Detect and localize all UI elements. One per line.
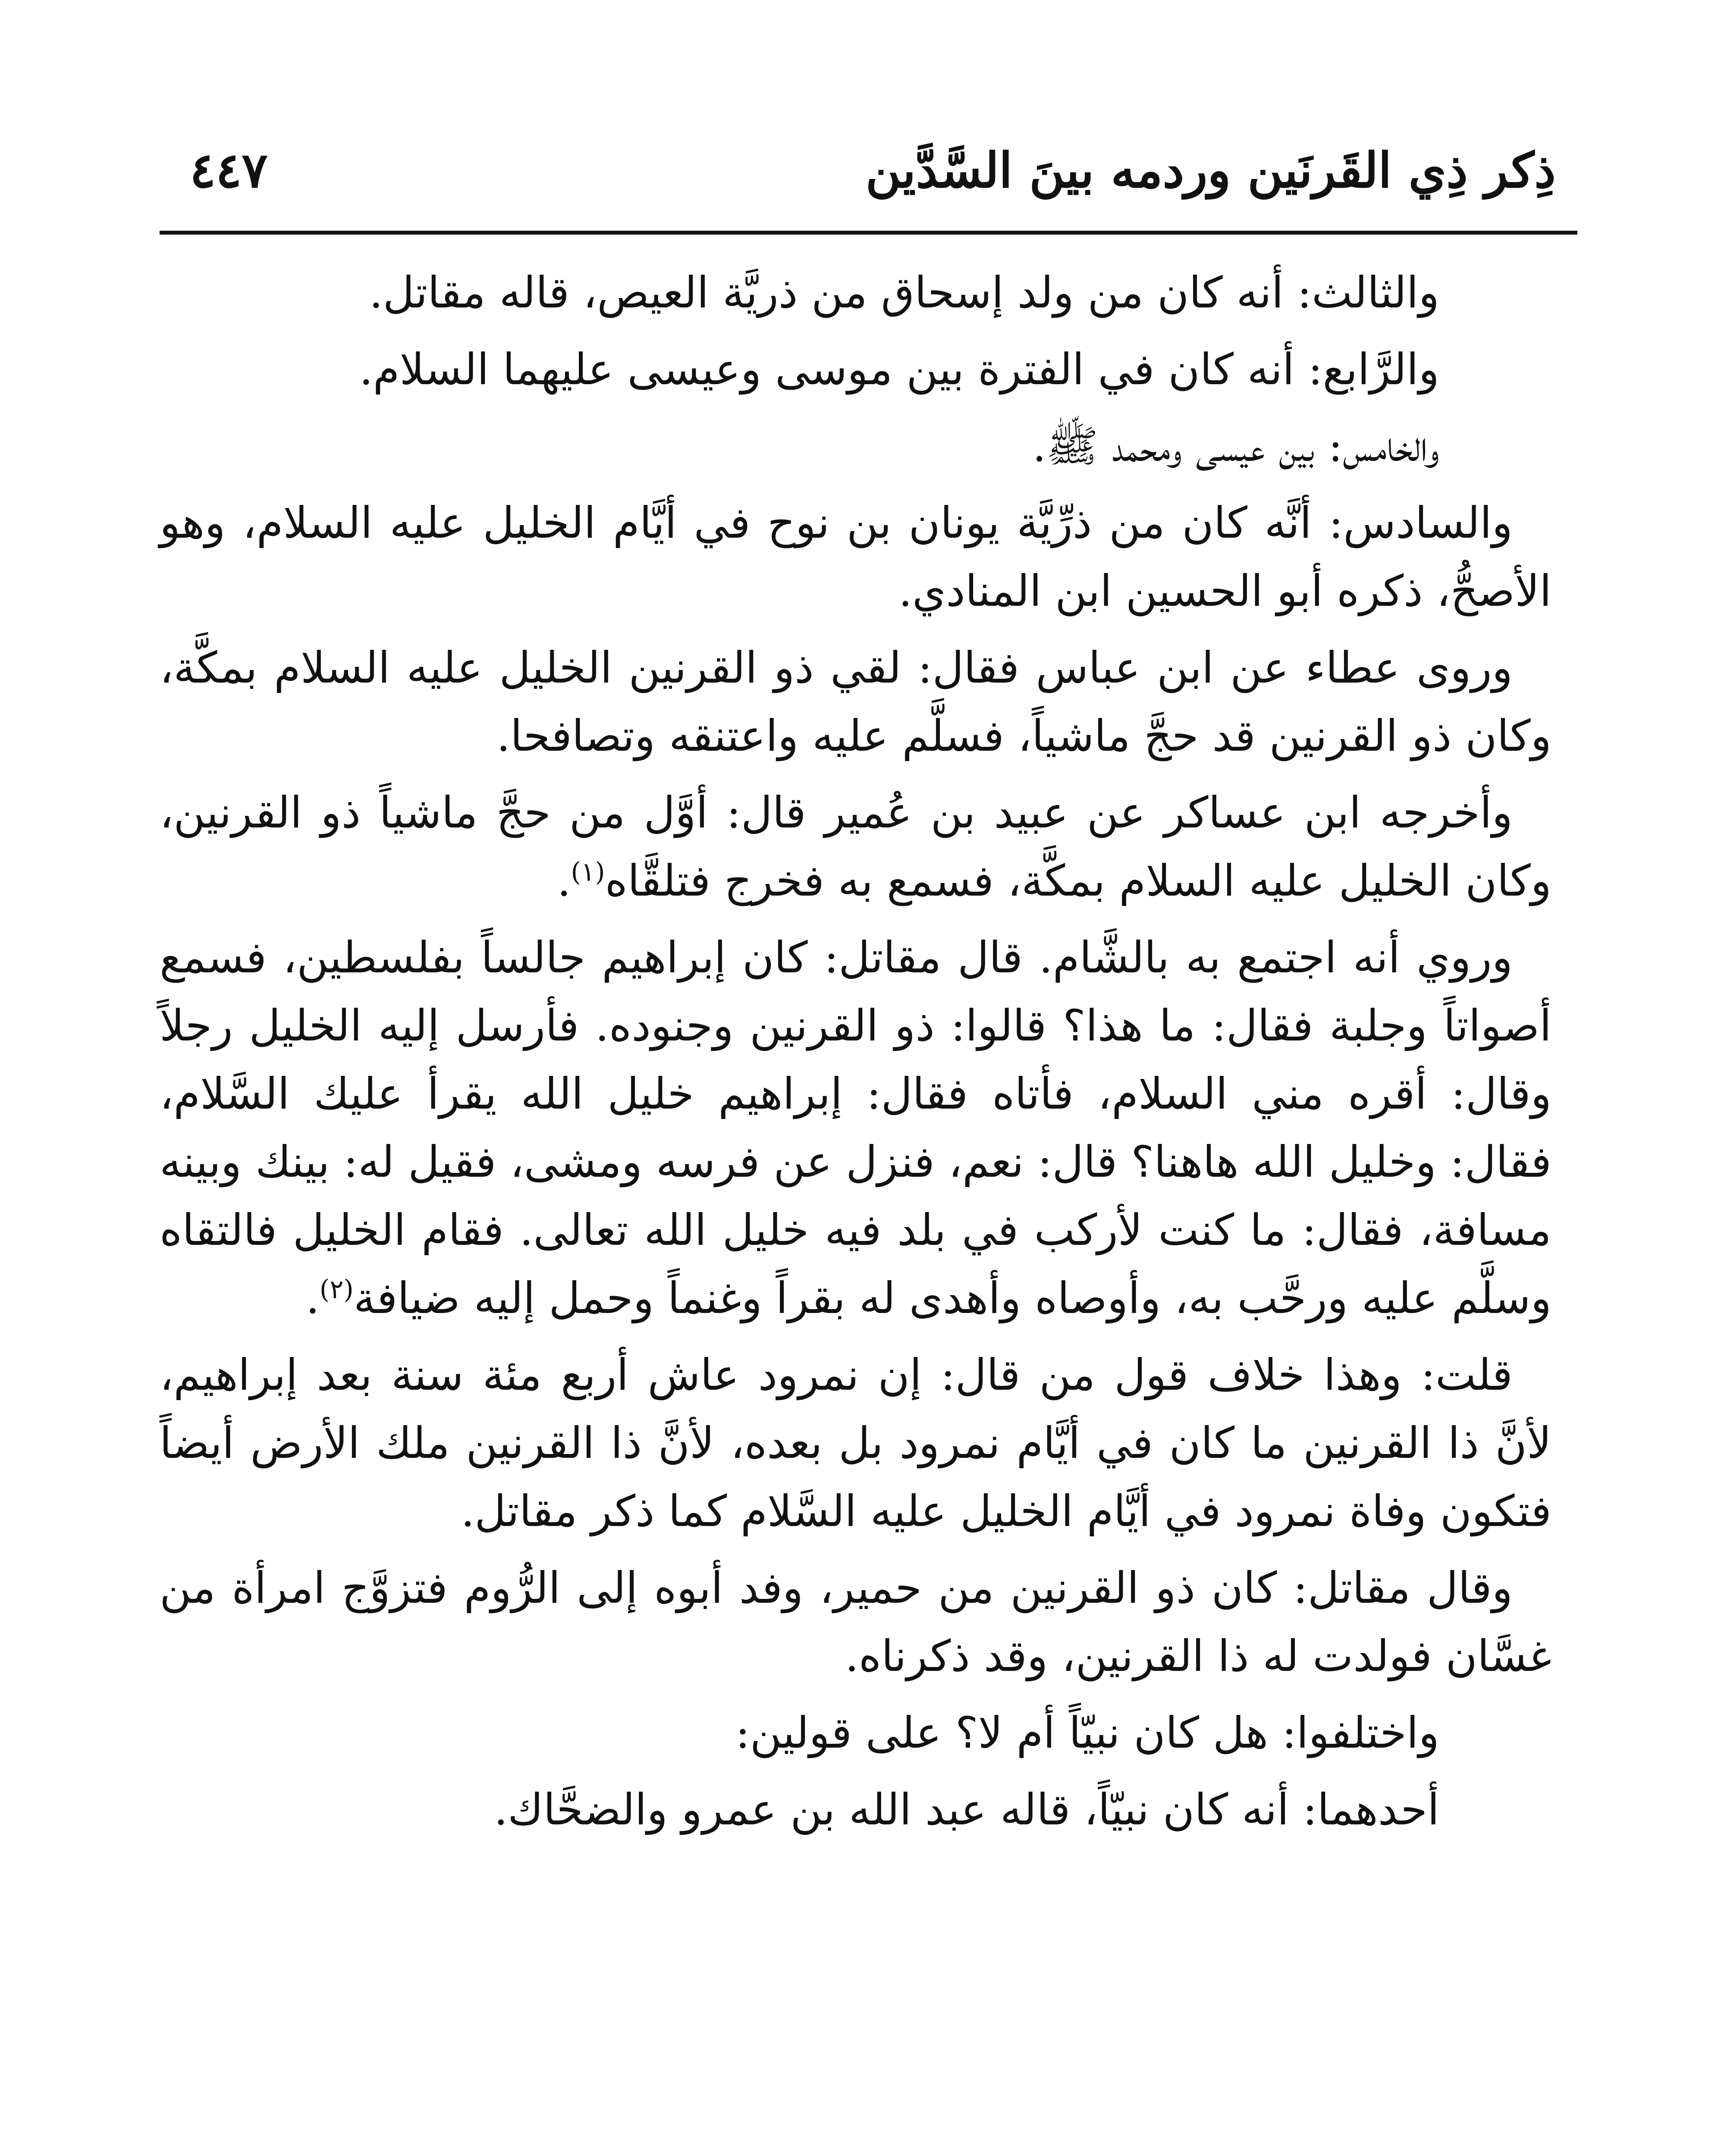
page-number: ٤٤٧ [190,142,268,199]
sentence-end: . [305,1273,320,1323]
paragraph: والخامس: بين عيسى ومحمد ﷺ. [1032,421,1439,471]
paragraph: وروى عطاء عن ابن عباس فقال: لقي ذو القرنين الخليل عليه السلام بمكَّة، وكان ذو القرنين قد حجَّ ماشياً، فسلَّم عليه واعتنقه وتصافحا. [160,642,1551,761]
footnote-ref: (١) [571,857,605,887]
paragraph: والثالث: أنه كان من ولد إسحاق من ذريَّة العيص، قاله مقاتل. [369,267,1439,318]
paragraph: أحدهما: أنه كان نبيّاً، قاله عبد الله بن عمرو والضحَّاك. [494,1784,1439,1835]
header-rule [160,231,1577,235]
paragraph: قلت: وهذا خلاف قول من قال: إن نمرود عاش أربع مئة سنة بعد إبراهيم، لأنَّ ذا القرنين ما كان في أيَّام نمرود بل بعده، لأنَّ ذا القرنين ملك الأرض أيضاً فتكون وفاة نمرود في أيَّام الخليل عليه السَّلام كما ذكر مقاتل. [160,1350,1551,1536]
paragraph: والسادس: أنَّه كان من ذرِّيَّة يونان بن نوح في أيَّام الخليل عليه السلام، وهو الأصحُّ، ذكره أبو الحسين ابن المنادي. [160,498,1551,616]
footnote-ref: (٢) [319,1274,354,1305]
paragraph-text: وروي أنه اجتمع به بالشَّام. قال مقاتل: كان إبراهيم جالساً بفلسطين، فسمع أصواتاً وجلبة فقال: ما هذا؟ قالوا: ذو القرنين وجنوده. فأرسل إليه الخليل رجلاً وقال: أقره مني السلام، فأتاه فقال: إبراهيم خليل الله يقرأ عليك السَّلام، فقال: وخليل الله هاهنا؟ قال: نعم، فنزل عن فرسه ومشى، فقيل له: بينك وبينه مسافة، فقال: ما كنت لأركب في بلد فيه خليل الله تعالى. فقام الخليل فالتقاه وسلَّم عليه ورحَّب به، وأوصاه وأهدى له بقراً وغنماً وحمل إليه ضيافة [160,932,1551,1323]
page-header [190,142,1556,198]
paragraph: والرَّابع: أنه كان في الفترة بين موسى وعيسى عليهما السلام. [359,344,1439,395]
main-text [160,259,1551,1852]
paragraph-text: وأخرجه ابن عساكر عن عبيد بن عُمير قال: أوَّل من حجَّ ماشياً ذو القرنين، وكان الخليل عليه السلام بمكَّة، فسمع به فخرج فتلقَّاه [160,787,1551,906]
paragraph-with-footnote [160,924,1551,1332]
paragraph: واختلفوا: هل كان نبيّاً أم لا؟ على قولين: [735,1708,1439,1758]
running-title: ذِكر ذِي القَرنَين وردمه بينَ السَّدَّين [865,142,1556,199]
sentence-end: . [557,856,571,906]
paragraph-with-footnote [160,779,1551,915]
paragraph: وقال مقاتل: كان ذو القرنين من حمير، وفد أبوه إلى الرُّوم فتزوَّج امرأة من غسَّان فولدت له ذا القرنين، وقد ذكرناه. [160,1563,1551,1681]
